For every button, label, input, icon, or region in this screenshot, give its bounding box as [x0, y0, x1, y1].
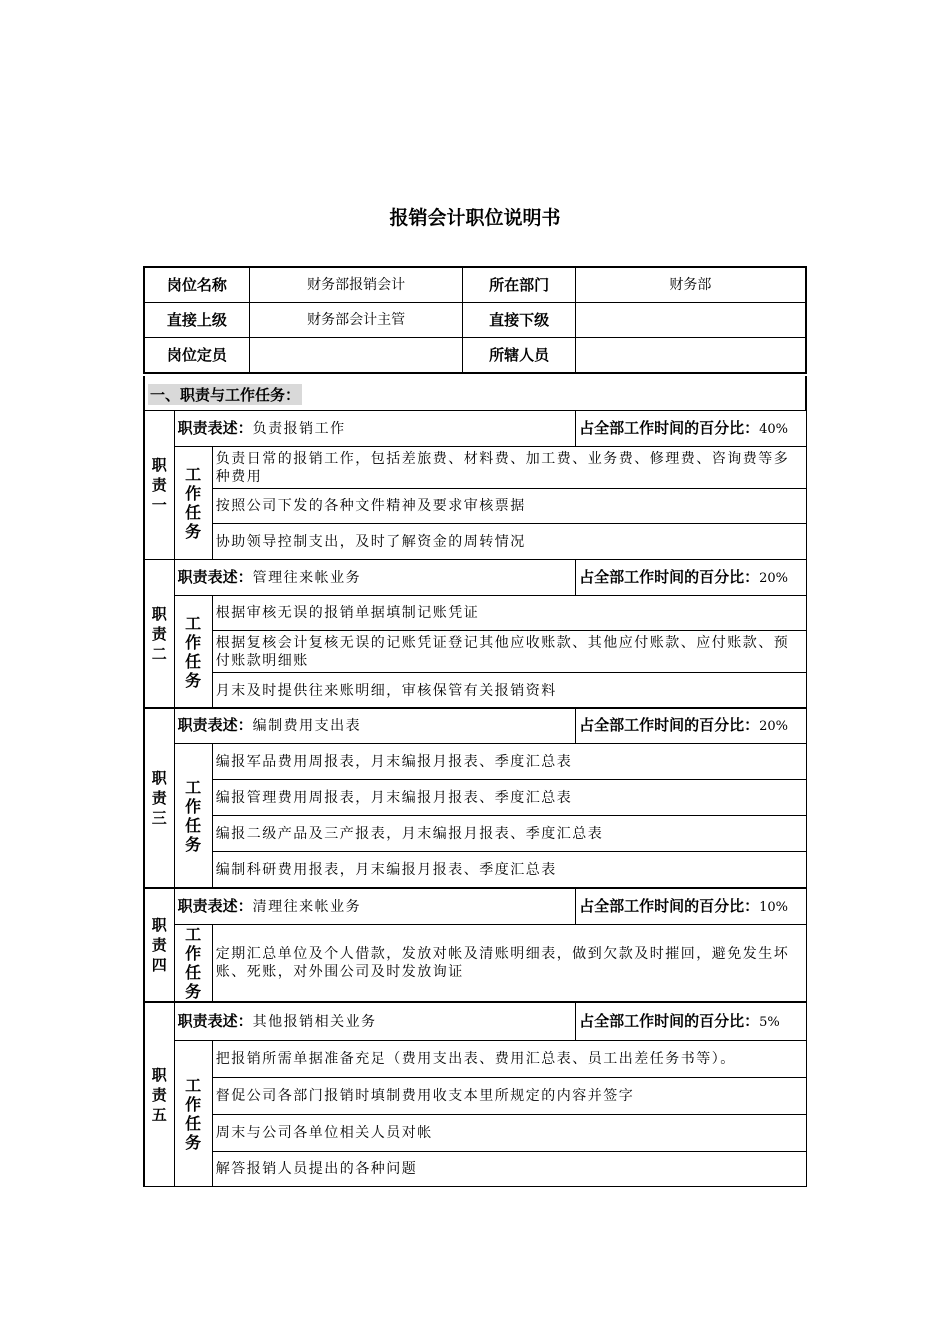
task-label-char: 工	[185, 925, 202, 944]
task-label-char: 作	[185, 944, 202, 963]
duty-statement-value: 管理往来帐业务	[252, 570, 362, 586]
duty-block	[143, 559, 807, 709]
superior-label: 直接上级	[144, 303, 249, 338]
duty-percent-label: 占全部工作时间的百分比：	[579, 896, 760, 915]
position-info-table	[143, 266, 807, 374]
duty-percent	[576, 1003, 807, 1041]
task-label-char: 务	[185, 522, 202, 541]
task-item: 周末与公司各单位相关人员对帐	[212, 1115, 806, 1152]
task-label-char: 任	[185, 815, 202, 835]
task-label-char: 工	[185, 1075, 202, 1095]
duty-label-char: 责	[151, 788, 167, 807]
task-label-char: 工	[185, 465, 202, 484]
document-title: 报销会计职位说明书	[389, 207, 561, 229]
duty-percent	[576, 411, 807, 447]
task-label-char: 工	[185, 614, 202, 633]
duty-label	[144, 889, 174, 1002]
duty-percent-label: 占全部工作时间的百分比：	[579, 715, 760, 734]
task-label	[174, 596, 212, 709]
task-label	[174, 744, 212, 888]
duty-percent-value: 10%	[759, 899, 789, 915]
duty-label-char: 二	[151, 645, 167, 663]
duty-label-char: 责	[151, 1085, 167, 1104]
task-label-char: 务	[185, 834, 202, 854]
duty-statement	[174, 560, 576, 596]
managed-value	[575, 338, 806, 374]
duty-statement-value: 编制费用支出表	[252, 718, 362, 734]
task-label-char: 任	[185, 503, 202, 522]
duty-statement	[174, 708, 576, 744]
task-item: 编报军品费用周报表，月末编报月报表、季度汇总表	[212, 744, 806, 780]
task-label	[174, 447, 212, 560]
duty-statement-label: 职责表述：	[177, 1012, 253, 1030]
task-label-char: 任	[185, 1113, 202, 1133]
duty-label	[144, 708, 174, 888]
task-item: 解答报销人员提出的各种问题	[212, 1152, 806, 1187]
duty-label-char: 责	[151, 936, 167, 954]
duty-statement	[174, 889, 576, 925]
duty-label-char: 职	[151, 456, 167, 474]
duty-label	[144, 560, 174, 709]
task-item: 负责日常的报销工作，包括差旅费、材料费、加工费、业务费、修理费、咨询费等多种费用	[212, 447, 806, 489]
superior-value: 财务部会计主管	[249, 303, 463, 338]
headcount-value	[249, 338, 463, 374]
duty-statement-label: 职责表述：	[177, 568, 253, 586]
duty-block	[143, 1002, 807, 1187]
duty-percent-label: 占全部工作时间的百分比：	[579, 567, 760, 586]
duty-label-char: 责	[151, 476, 167, 494]
duty-percent-label: 占全部工作时间的百分比：	[579, 1011, 760, 1030]
department-label: 所在部门	[463, 267, 575, 303]
duty-label-char: 五	[151, 1105, 167, 1124]
duty-label-char: 职	[151, 605, 167, 623]
task-label-char: 作	[185, 1094, 202, 1114]
task-label-char: 作	[185, 796, 202, 816]
duty-label-char: 责	[151, 625, 167, 643]
duty-label	[144, 411, 174, 560]
task-item: 月末及时提供往来账明细，审核保管有关报销资料	[212, 673, 806, 709]
duty-percent-value: 40%	[759, 421, 789, 437]
duty-percent-label: 占全部工作时间的百分比：	[579, 418, 760, 437]
task-label-char: 务	[185, 1132, 202, 1152]
task-label	[174, 1041, 212, 1187]
section-header	[143, 376, 807, 410]
duty-label	[144, 1003, 174, 1187]
subordinate-value	[575, 303, 806, 338]
managed-label: 所辖人员	[463, 338, 575, 374]
task-label-char: 任	[185, 963, 202, 982]
task-item: 督促公司各部门报销时填制费用收支本里所规定的内容并签字	[212, 1078, 806, 1115]
position-name-label: 岗位名称	[144, 267, 249, 303]
task-item: 按照公司下发的各种文件精神及要求审核票据	[212, 489, 806, 524]
task-label-char: 任	[185, 652, 202, 671]
duty-statement-label: 职责表述：	[177, 897, 253, 915]
duty-percent-value: 5%	[759, 1014, 780, 1030]
duty-percent-value: 20%	[759, 718, 789, 734]
duty-label-char: 四	[151, 956, 167, 974]
duty-statement	[174, 1003, 576, 1041]
task-item: 编制科研费用报表，月末编报月报表、季度汇总表	[212, 852, 806, 888]
task-item: 把报销所需单据准备充足（费用支出表、费用汇总表、员工出差任务书等）。	[212, 1041, 806, 1078]
department-value: 财务部	[575, 267, 806, 303]
duty-label-char: 一	[151, 496, 167, 514]
task-item: 根据复核会计复核无误的记账凭证登记其他应收账款、其他应付账款、应付账款、预付账款明细账	[212, 631, 806, 673]
task-label-char: 务	[185, 671, 202, 690]
duty-statement-value: 其他报销相关业务	[252, 1014, 377, 1030]
task-label-char: 务	[185, 982, 202, 1001]
duty-block	[143, 410, 807, 560]
task-item: 根据审核无误的报销单据填制记账凭证	[212, 596, 806, 631]
task-item: 协助领导控制支出，及时了解资金的周转情况	[212, 524, 806, 560]
duty-statement	[174, 411, 576, 447]
task-label-char: 作	[185, 484, 202, 503]
duty-block	[143, 707, 807, 888]
task-item: 编报二级产品及三产报表，月末编报月报表、季度汇总表	[212, 816, 806, 852]
duty-label-char: 职	[151, 768, 167, 787]
section-title: 一、职责与工作任务：	[150, 386, 301, 404]
duty-percent	[576, 560, 807, 596]
duty-percent	[576, 889, 807, 925]
task-label-char: 工	[185, 777, 202, 797]
task-item: 编报管理费用周报表，月末编报月报表、季度汇总表	[212, 780, 806, 816]
duty-statement-value: 清理往来帐业务	[252, 899, 362, 915]
duty-statement-value: 负责报销工作	[252, 421, 346, 437]
task-item: 定期汇总单位及个人借款，发放对帐及清账明细表，做到欠款及时摧回，避免发生坏账、死账，对外围公司及时发放询证	[212, 925, 806, 1002]
duty-label-char: 职	[151, 1065, 167, 1084]
position-name-value: 财务部报销会计	[249, 267, 463, 303]
duty-statement-label: 职责表述：	[177, 716, 253, 734]
subordinate-label: 直接下级	[463, 303, 575, 338]
duty-label-char: 三	[151, 808, 167, 827]
task-label	[174, 925, 212, 1002]
duty-statement-label: 职责表述：	[177, 419, 253, 437]
duty-percent-value: 20%	[759, 570, 789, 586]
duty-block	[143, 888, 807, 1002]
task-label-char: 作	[185, 633, 202, 652]
duty-percent	[576, 708, 807, 744]
headcount-label: 岗位定员	[144, 338, 249, 374]
duty-label-char: 职	[151, 916, 167, 934]
